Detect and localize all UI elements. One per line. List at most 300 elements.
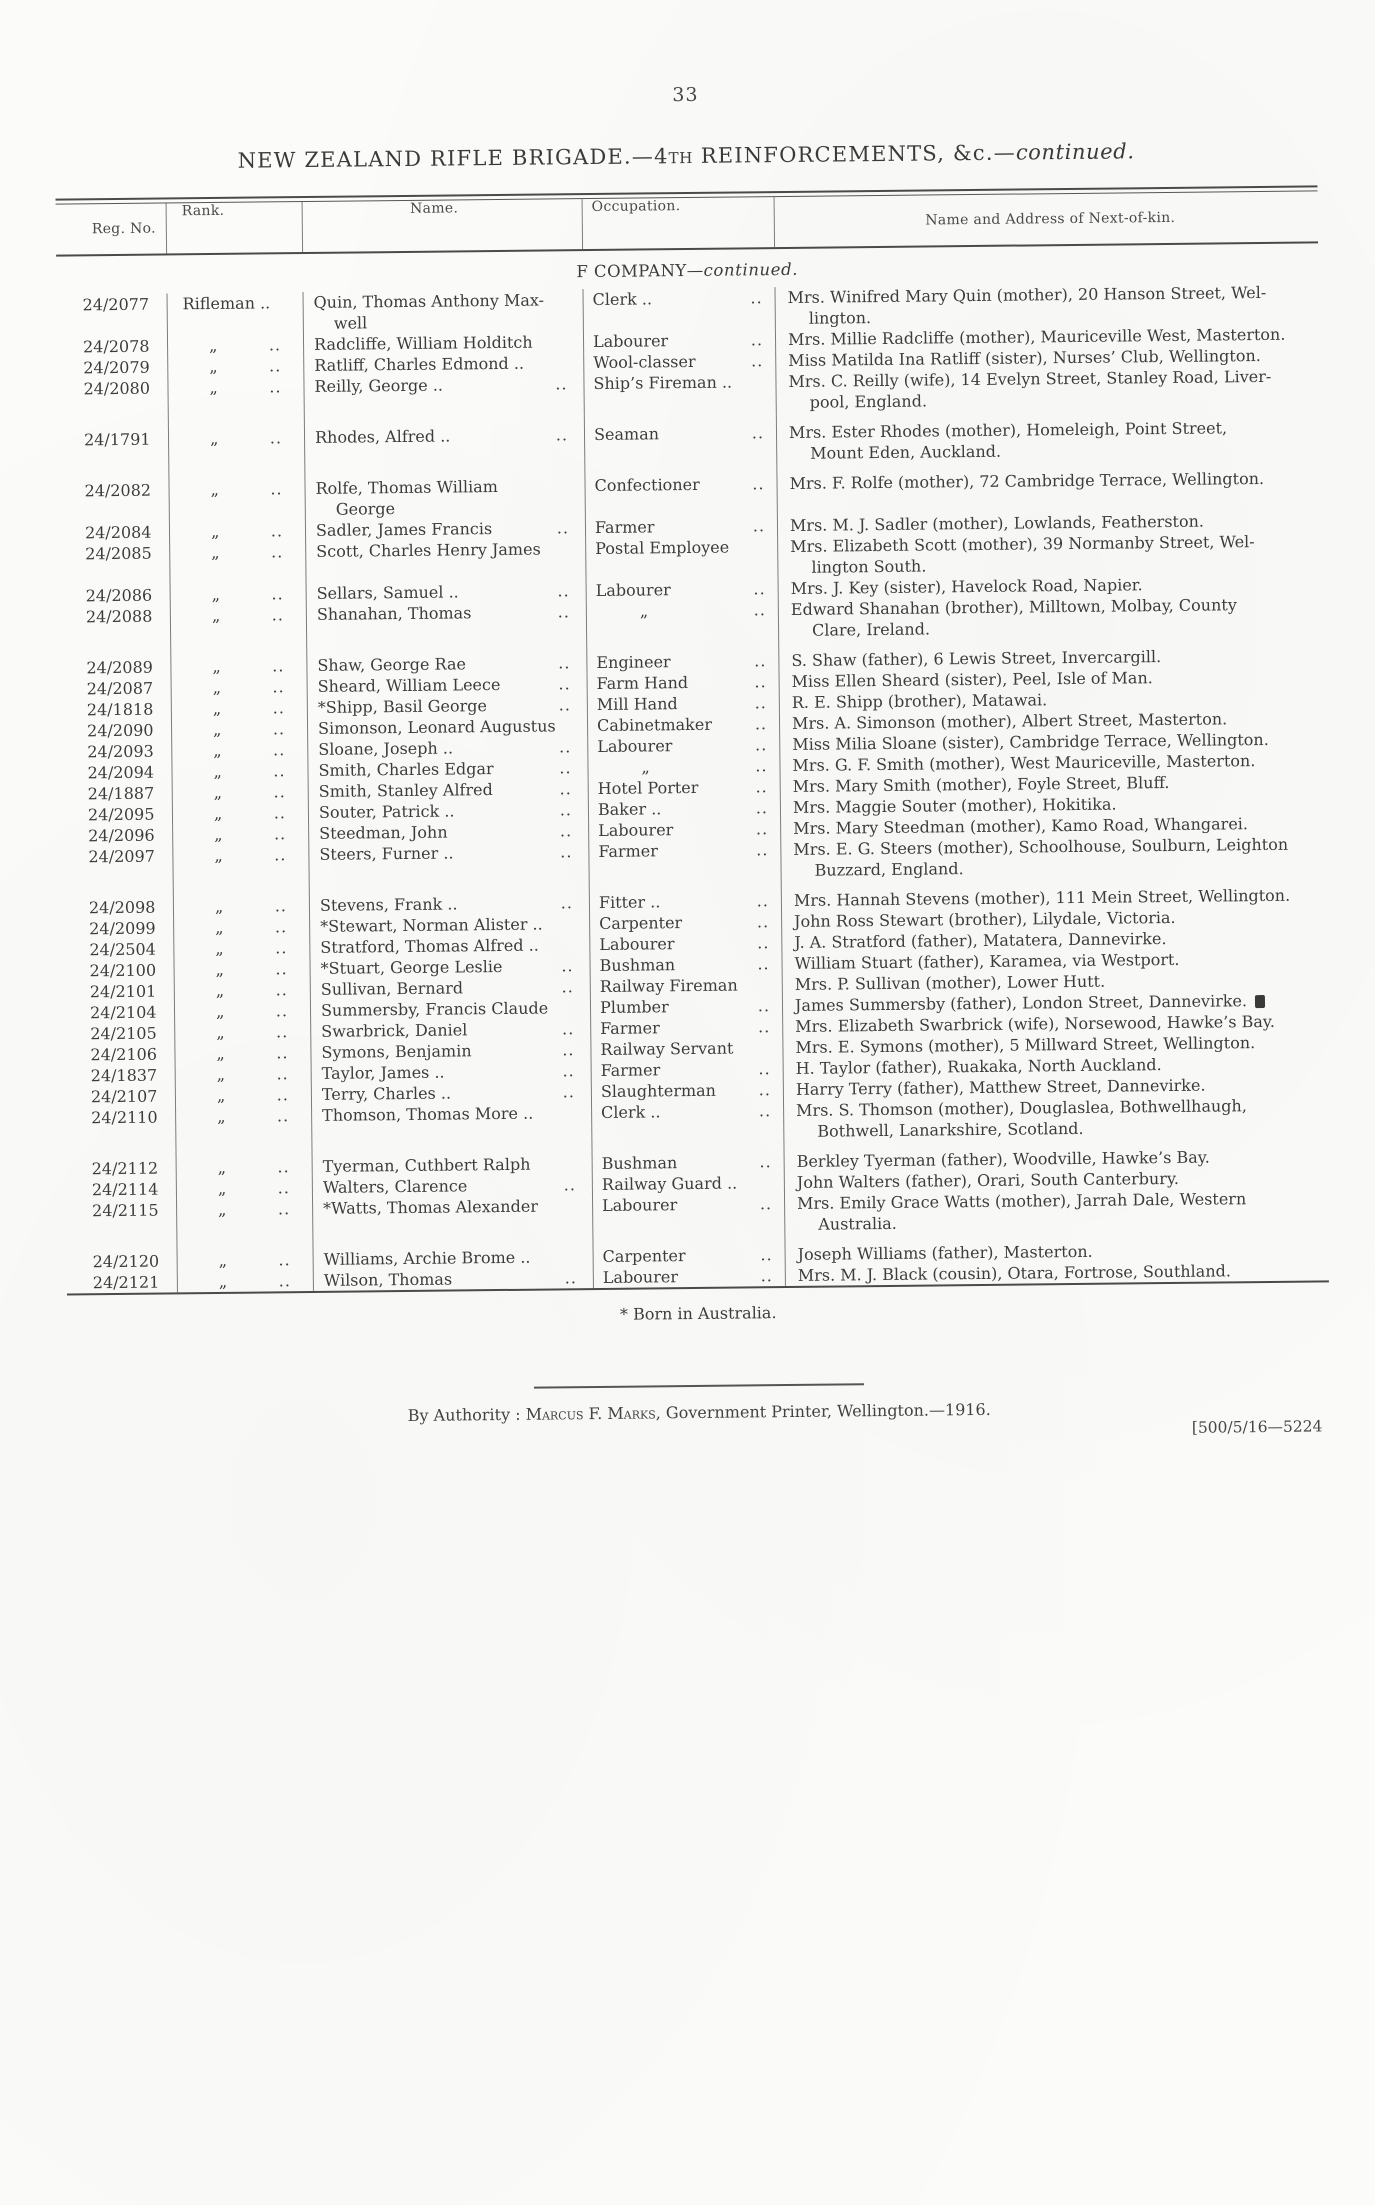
rank-cell-text: „ — [211, 542, 220, 563]
name-cell — [307, 694, 587, 718]
leader-dots: .. — [560, 842, 573, 862]
rank-cell — [175, 1063, 311, 1085]
rank-cell — [171, 718, 307, 740]
reg-no-cell-text: 24/2089 — [86, 657, 153, 678]
leader-dots: .. — [556, 518, 570, 538]
rank-cell — [172, 781, 308, 803]
next-of-kin-cell-text: William Stuart (father), Karamea, via Westport. — [794, 949, 1180, 973]
reg-no-cell — [57, 356, 167, 378]
rank-cell-text: „ — [212, 698, 222, 719]
leader-dots: .. — [274, 896, 288, 916]
next-of-kin-cell-text: H. Taylor (father), Ruakaka, North Auckland. — [795, 1055, 1162, 1078]
name-cell — [309, 934, 589, 958]
rank-cell — [174, 1042, 310, 1064]
occupation-cell-text: Labourer — [597, 736, 673, 756]
leader-dots: .. — [562, 1082, 575, 1102]
next-of-kin-cell-text: Mrs. Mary Smith (mother), Foyle Street, Bluff. — [792, 772, 1170, 796]
occupation-cell-text: Bushman — [601, 1153, 678, 1173]
reg-no-cell-text: 24/2504 — [89, 939, 156, 960]
reg-no-cell-text: 24/2090 — [86, 720, 154, 741]
next-of-kin-cell — [774, 281, 1318, 329]
reg-no-cell — [61, 719, 171, 741]
occupation-cell — [589, 953, 781, 976]
leader-dots: .. — [757, 996, 771, 1016]
reg-no-cell-text: 24/2097 — [88, 846, 155, 867]
reg-no-cell — [61, 761, 171, 783]
reg-no-cell-text: 24/2085 — [85, 543, 152, 564]
occupation-cell-text: Railway Guard .. — [601, 1173, 738, 1194]
rank-cell — [173, 916, 309, 938]
rank-cell — [172, 802, 308, 824]
leader-dots: .. — [277, 1199, 291, 1219]
rank-cell-text: „ — [214, 824, 223, 844]
name-cell-text: Sullivan, Bernard — [320, 978, 464, 999]
rank-cell — [172, 844, 308, 887]
leader-dots: .. — [760, 1245, 773, 1265]
occupation-cell — [588, 797, 780, 820]
rank-cell — [177, 1270, 313, 1292]
name-cell-text: Walters, Clarence — [322, 1176, 468, 1197]
name-cell-text: Terry, Charles .. — [321, 1083, 452, 1104]
section-label: F COMPANY— — [576, 260, 704, 282]
leader-dots: .. — [272, 719, 286, 739]
occupation-cell — [586, 641, 778, 673]
next-of-kin-cell-text: Mrs. Elizabeth Swarbrick (wife), Norsewood, Hawke’s Bay. — [795, 1011, 1275, 1036]
next-of-kin-cell-text: John Walters (father), Orari, South Canterbury. — [796, 1168, 1179, 1192]
next-of-kin-cell-text: Mrs. Millie Radcliffe (mother), Mauriceville West, Masterton. — [787, 324, 1286, 349]
next-of-kin-cell-text: Mrs. P. Sullivan (mother), Lower Hutt. — [794, 971, 1106, 994]
reg-no-cell — [60, 584, 170, 606]
name-cell — [308, 841, 588, 886]
imprint-prefix: By Authority : — [407, 1404, 526, 1425]
rank-cell-text: „ — [218, 1271, 228, 1291]
name-cell-text: Sheard, William Leece — [317, 674, 501, 696]
next-of-kin-cell-text: Berkley Tyerman (father), Woodville, Hawke’s Bay. — [796, 1147, 1210, 1171]
occupation-cell — [592, 1235, 784, 1267]
reg-no-cell — [57, 377, 167, 420]
rank-cell — [176, 1198, 312, 1241]
leader-dots: .. — [559, 737, 572, 757]
leader-dots: .. — [755, 819, 769, 839]
occupation-cell-text: Cabinetmaker — [596, 714, 713, 735]
reg-no-cell-text: 24/2115 — [92, 1200, 159, 1221]
occupation-cell-text: Baker .. — [597, 799, 662, 819]
next-of-kin-cell-text: Mrs. Mary Steedman (mother), Kamo Road, Whangarei. — [793, 814, 1249, 838]
leader-dots: .. — [555, 374, 568, 394]
name-cell — [312, 1237, 592, 1270]
occupation-cell — [593, 1265, 785, 1288]
occupation-cell — [584, 464, 777, 517]
occupation-cell-text: Hotel Porter — [597, 777, 699, 798]
rank-cell — [172, 823, 308, 845]
rank-cell — [176, 1240, 312, 1271]
occupation-cell-text: Wool-classer — [593, 351, 696, 372]
rank-cell-text: „ — [216, 1022, 225, 1042]
leader-dots: .. — [275, 980, 288, 1000]
title-part2: REINFORCEMENTS, &c.— — [692, 140, 1016, 168]
reg-no-cell — [60, 605, 170, 648]
occupation-cell-text: Mill Hand — [596, 694, 678, 714]
imprint-suffix: , Government Printer, Wellington.—1916. — [655, 1399, 991, 1423]
name-cell-text: Symons, Benjamin — [321, 1041, 472, 1062]
ink-blot — [1255, 995, 1265, 1008]
rank-cell-text: „ — [209, 377, 218, 398]
leader-dots: .. — [759, 1152, 772, 1172]
next-of-kin-cell-text: Mrs. Maggie Souter (mother), Hokitika. — [792, 794, 1117, 817]
rank-cell — [174, 979, 310, 1001]
name-cell-text: Summersby, Francis Claude — [320, 998, 549, 1020]
rank-cell — [171, 739, 307, 761]
leader-dots: .. — [276, 1064, 289, 1084]
leader-dots: .. — [278, 1250, 291, 1270]
rank-cell — [167, 355, 303, 377]
leader-dots: .. — [272, 698, 285, 718]
occupation-cell-text: „ — [639, 601, 649, 621]
leader-dots: .. — [755, 798, 769, 818]
reg-no-cell-text: 24/2105 — [90, 1023, 157, 1044]
rank-cell-text: „ — [212, 656, 221, 677]
name-cell-text: Smith, Stanley Alfred — [318, 780, 493, 801]
leader-dots: .. — [562, 1040, 575, 1060]
reg-no-cell-text: 24/2093 — [87, 741, 154, 762]
rank-cell-text: „ — [209, 428, 219, 449]
page-content — [54, 0, 1331, 1449]
next-of-kin-cell — [776, 407, 1321, 464]
column-header-name: Name. — [302, 199, 583, 252]
reg-no-cell-text: 24/2107 — [90, 1086, 158, 1107]
name-cell — [304, 466, 585, 520]
next-of-kin-cell-text: Mrs. Winifred Mary Quin (mother), 20 Hanson Street, Wel- lington. — [787, 282, 1267, 328]
name-cell — [303, 331, 583, 355]
occupation-cell-text: Farmer — [600, 1018, 660, 1038]
name-cell — [310, 1039, 590, 1063]
leader-dots: .. — [754, 714, 768, 734]
name-cell — [303, 373, 583, 418]
rank-cell-text: „ — [215, 959, 224, 979]
occupation-cell-text: Labourer — [598, 820, 674, 840]
leader-dots: .. — [269, 428, 283, 448]
rank-cell — [167, 292, 303, 335]
leader-dots: .. — [273, 824, 287, 844]
leader-dots: .. — [750, 330, 764, 350]
name-cell — [309, 883, 589, 916]
leader-dots: .. — [562, 1061, 575, 1081]
leader-dots: .. — [757, 933, 770, 953]
name-cell — [311, 1060, 591, 1084]
name-cell — [305, 538, 585, 583]
reg-no-cell-text: 24/2080 — [83, 378, 151, 399]
reg-no-cell-text: 24/2100 — [89, 960, 157, 981]
reg-no-cell — [66, 1178, 176, 1200]
next-of-kin-cell-text: R. E. Shipp (brother), Matawai. — [791, 690, 1048, 712]
next-of-kin-cell — [784, 1187, 1328, 1235]
next-of-kin-cell-text: Mrs. F. Rolfe (mother), 72 Cambridge Terrace, Wellington. — [789, 468, 1265, 493]
rank-cell-text: „ — [217, 1178, 227, 1198]
footnote: * Born in Australia. — [619, 1303, 777, 1324]
leader-dots: .. — [273, 803, 287, 823]
reg-no-cell — [61, 698, 171, 720]
column-header-reg-no: Reg. No. — [91, 220, 156, 238]
reg-no-cell — [63, 917, 173, 939]
rank-cell-text: „ — [216, 1043, 225, 1063]
name-cell-text: Reilly, George .. — [314, 375, 444, 396]
rank-cell-text: „ — [218, 1199, 227, 1219]
rank-cell-text: „ — [209, 356, 218, 377]
name-cell — [310, 1018, 590, 1042]
leader-dots: .. — [559, 758, 572, 778]
next-of-kin-cell-text: J. A. Stratford (father), Matatera, Dannevirke. — [794, 929, 1167, 952]
rank-cell — [173, 937, 309, 959]
reg-no-cell-text: 24/2120 — [92, 1251, 160, 1272]
leader-dots: .. — [269, 356, 282, 376]
rank-cell — [169, 541, 305, 584]
occupation-cell — [587, 755, 779, 778]
name-cell-text: Radcliffe, William Holditch — [313, 332, 533, 354]
leader-dots: .. — [754, 693, 767, 713]
occupation-cell — [591, 1079, 783, 1102]
rank-cell — [174, 1000, 310, 1022]
leader-dots: .. — [277, 1157, 290, 1177]
occupation-cell-text: Labourer — [592, 331, 669, 351]
reg-no-cell-text: 24/2087 — [86, 678, 154, 699]
name-cell-text: Wilson, Thomas — [323, 1269, 453, 1290]
reg-no-cell — [62, 845, 172, 888]
name-cell-text: Quin, Thomas Anthony Max- well — [313, 290, 545, 333]
rank-cell-text: „ — [217, 1106, 226, 1126]
reg-no-cell-text: 24/2121 — [92, 1272, 160, 1293]
occupation-cell-text: Farmer — [594, 517, 655, 537]
reg-no-cell — [64, 1001, 174, 1023]
leader-dots: .. — [272, 677, 285, 697]
leader-dots: .. — [561, 977, 574, 997]
next-of-kin-cell-text: Mrs. S. Thomson (mother), Douglaslea, Bothwellhaugh, Bothwell, Lanarkshire, Scotland. — [796, 1096, 1247, 1141]
rank-cell-text: „ — [212, 719, 222, 739]
reg-no-cell — [65, 1148, 175, 1179]
leader-dots: .. — [271, 584, 284, 604]
name-cell — [308, 820, 588, 844]
occupation-cell-text: Engineer — [596, 652, 671, 672]
leader-dots: .. — [559, 779, 572, 799]
leader-dots: .. — [274, 845, 287, 865]
next-of-kin-cell — [780, 833, 1324, 881]
leader-dots: .. — [275, 959, 288, 979]
page-number: 33 — [672, 83, 699, 107]
occupation-cell-text: Railway Servant — [600, 1038, 734, 1059]
name-cell — [312, 1195, 592, 1240]
reg-no-cell-text: 24/1837 — [90, 1065, 158, 1086]
table-body — [56, 253, 1329, 1293]
occupation-cell-text: Fitter .. — [598, 892, 661, 912]
reg-no-cell-text: 24/1887 — [87, 783, 155, 804]
occupation-cell — [584, 413, 777, 466]
leader-dots: .. — [276, 1106, 290, 1126]
leader-dots: .. — [559, 800, 573, 820]
occupation-cell — [583, 350, 775, 373]
name-cell — [307, 736, 587, 760]
leader-dots: .. — [755, 777, 768, 797]
next-of-kin-cell-text: Mrs. Elizabeth Scott (mother), 39 Normanby Street, Wel- lington South. — [790, 532, 1255, 577]
next-of-kin-cell-text: Mrs. E. G. Steers (mother), Schoolhouse, Soulburn, Leighton Buzzard, England. — [793, 834, 1289, 880]
rank-cell — [175, 1105, 311, 1148]
column-header-occupation: Occupation. — [582, 197, 775, 249]
reg-no-cell — [64, 980, 174, 1002]
rank-cell — [170, 583, 306, 605]
name-cell — [304, 415, 585, 469]
leader-dots: .. — [558, 695, 571, 715]
reg-no-cell-text: 24/1818 — [86, 699, 154, 720]
occupation-cell — [589, 932, 781, 955]
occupation-cell-text: Clerk .. — [601, 1102, 661, 1122]
occupation-cell — [589, 911, 781, 934]
occupation-cell — [588, 839, 780, 883]
reg-no-cell-text: 24/2079 — [83, 357, 150, 378]
name-cell-text: Rolfe, Thomas William George — [315, 477, 498, 519]
leader-dots: .. — [561, 956, 574, 976]
reg-no-cell — [64, 1043, 174, 1065]
rank-cell — [170, 646, 306, 677]
leader-dots: .. — [751, 423, 765, 443]
column-header-rank: Rank. — [166, 202, 303, 253]
occupation-cell — [588, 818, 780, 841]
name-cell-text: Sloane, Joseph .. — [318, 738, 454, 759]
title-ordinal: TH — [668, 148, 693, 168]
next-of-kin-cell-text: John Ross Stewart (brother), Lilydale, Victoria. — [794, 907, 1176, 931]
leader-dots: .. — [278, 1271, 291, 1291]
leader-dots: .. — [752, 474, 765, 494]
leader-dots: .. — [273, 782, 286, 802]
title-part1: NEW ZEALAND RIFLE BRIGADE.—4 — [237, 144, 669, 173]
reg-no-cell — [65, 1064, 175, 1086]
leader-dots: .. — [269, 377, 282, 397]
rank-cell-text: „ — [215, 938, 224, 958]
next-of-kin-cell-text: Mrs. C. Reilly (wife), 14 Evelyn Street, Stanley Road, Liver- pool, England. — [788, 366, 1272, 412]
reg-no-cell-text: 24/2084 — [84, 522, 152, 543]
reg-no-cell — [64, 1022, 174, 1044]
name-cell — [306, 580, 586, 604]
leader-dots: .. — [270, 521, 284, 541]
reg-no-cell — [57, 335, 167, 357]
next-of-kin-cell-text: S. Shaw (father), 6 Lewis Street, Invercargill. — [791, 647, 1162, 670]
reg-no-cell-text: 24/2106 — [90, 1044, 158, 1065]
name-cell-text: Shaw, George Rae — [317, 654, 467, 675]
reg-no-cell — [58, 419, 169, 471]
leader-dots: .. — [557, 581, 570, 601]
leader-dots: .. — [759, 1194, 773, 1214]
occupation-cell — [589, 881, 781, 913]
reg-no-cell — [63, 887, 173, 918]
rank-cell-text: „ — [216, 1085, 226, 1105]
name-cell — [306, 643, 586, 676]
leader-dots: .. — [561, 1019, 575, 1039]
occupation-cell-text: Railway Fireman — [599, 975, 738, 996]
occupation-cell — [590, 974, 782, 997]
next-of-kin-cell-text: Mrs. E. Symons (mother), 5 Millward Street, Wellington. — [795, 1033, 1256, 1057]
reg-no-cell-text: 24/2088 — [85, 606, 153, 627]
rank-cell-text: „ — [215, 1001, 225, 1021]
leader-dots: .. — [752, 516, 766, 536]
next-of-kin-cell-text: Mrs. Ester Rhodes (mother), Homeleigh, Point Street, Mount Eden, Auckland. — [788, 418, 1228, 463]
occupation-cell-text: Labourer — [599, 934, 675, 954]
occupation-cell — [590, 995, 782, 1018]
rank-cell — [169, 520, 305, 542]
occupation-cell-text: Plumber — [599, 997, 669, 1017]
rank-cell — [173, 958, 309, 980]
occupation-cell-text: Farmer — [600, 1060, 661, 1080]
leader-dots: .. — [276, 1043, 289, 1063]
document-title — [55, 137, 1317, 174]
rank-cell-text: „ — [214, 896, 224, 916]
name-cell — [303, 352, 583, 376]
rank-cell-text: „ — [213, 782, 223, 802]
reg-no-cell — [66, 1241, 176, 1272]
reg-no-cell — [63, 959, 173, 981]
next-of-kin-cell-text: Mrs. G. F. Smith (mother), West Mauriceville, Masterton. — [792, 751, 1256, 775]
rank-cell — [170, 604, 306, 647]
occupation-cell — [592, 1193, 784, 1237]
name-cell-text: Stevens, Frank .. — [319, 894, 458, 915]
occupation-cell-text: Clerk .. — [592, 289, 653, 310]
reg-no-cell-text: 24/2104 — [89, 1002, 157, 1023]
next-of-kin-cell — [776, 458, 1321, 515]
leader-dots: .. — [275, 1001, 289, 1021]
reg-no-cell — [65, 1106, 175, 1149]
name-cell-text: Shanahan, Thomas — [316, 603, 472, 624]
next-of-kin-cell-text: Mrs. M. J. Black (cousin), Otara, Fortrose, Southland. — [797, 1261, 1232, 1285]
name-cell — [307, 715, 587, 739]
occupation-cell-text: Seaman — [593, 424, 660, 444]
leader-dots: .. — [558, 674, 571, 694]
rank-cell-text: „ — [211, 605, 221, 626]
leader-dots: .. — [758, 1080, 771, 1100]
reg-no-cell-text: 24/2082 — [84, 480, 152, 501]
name-cell-text: Smith, Charles Edgar — [318, 759, 494, 780]
occupation-cell-text: Postal Employee — [595, 537, 730, 558]
occupation-cell — [586, 599, 778, 643]
occupation-cell — [585, 536, 777, 580]
occupation-cell-text: Bushman — [599, 955, 676, 975]
next-of-kin-cell — [777, 530, 1321, 578]
rank-cell — [175, 1084, 311, 1106]
reg-no-cell — [59, 521, 169, 543]
rank-cell-text: „ — [215, 917, 224, 937]
leader-dots: .. — [757, 954, 770, 974]
name-cell-text: *Watts, Thomas Alexander — [323, 1196, 539, 1218]
rank-cell — [171, 697, 307, 719]
occupation-cell-text: Confectioner — [594, 474, 700, 495]
leader-dots: .. — [750, 288, 763, 308]
rank-cell-text: „ — [214, 845, 223, 865]
column-header-next-of-kin: Name and Address of Next-of-kin. — [774, 191, 1318, 247]
reg-no-cell-text: 24/2099 — [89, 918, 156, 939]
leader-dots: .. — [268, 335, 282, 355]
occupation-cell — [587, 713, 779, 736]
leader-dots: .. — [758, 1059, 771, 1079]
next-of-kin-cell-text: James Summersby (father), London Street, Dannevirke. — [794, 991, 1248, 1015]
leader-dots: .. — [563, 1175, 576, 1195]
leader-dots: .. — [277, 1178, 290, 1198]
occupation-cell — [591, 1058, 783, 1081]
occupation-cell — [585, 515, 777, 538]
rank-cell-text: „ — [213, 740, 222, 760]
name-cell — [308, 778, 588, 802]
leader-dots: .. — [753, 600, 766, 620]
leader-dots: .. — [564, 1268, 577, 1288]
occupation-cell — [588, 776, 780, 799]
name-cell — [305, 517, 585, 541]
occupation-cell — [591, 1142, 783, 1174]
leader-dots: .. — [756, 891, 770, 911]
imprint-divider — [534, 1383, 864, 1388]
